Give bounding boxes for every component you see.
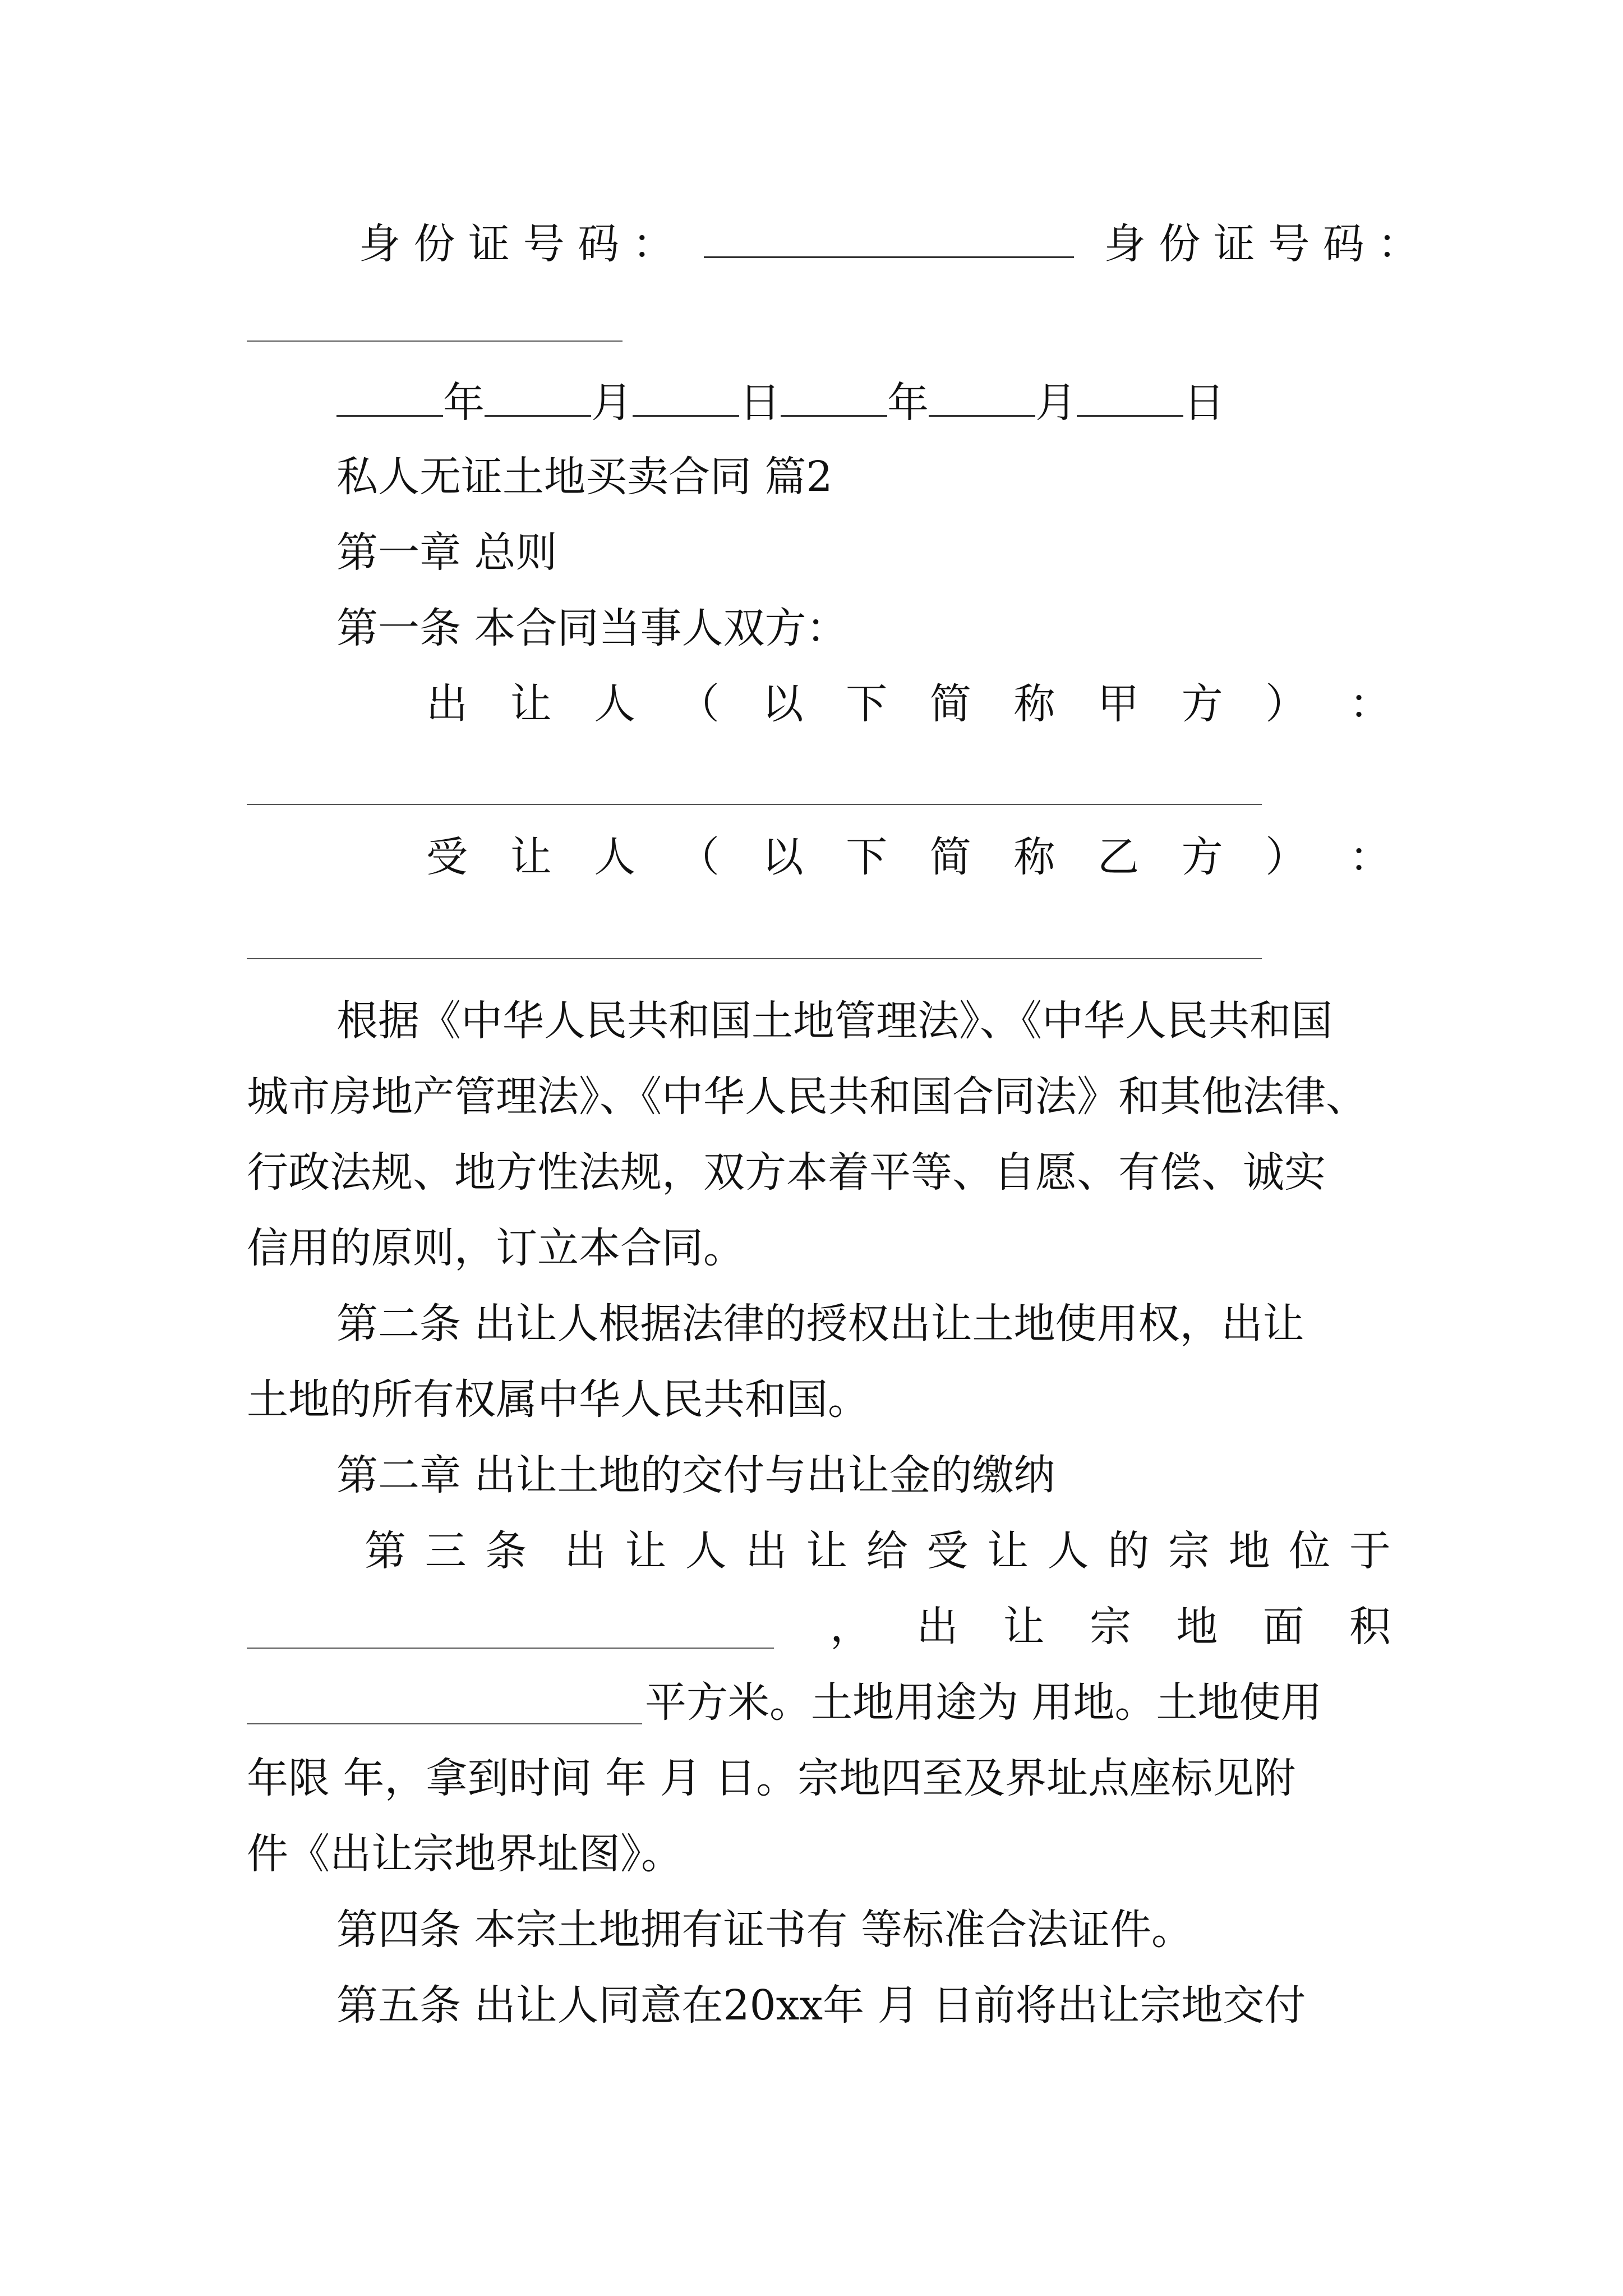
article-3-char: 三	[425, 1527, 467, 1575]
transferor-char: ）	[1265, 680, 1307, 728]
date-day-2: 日	[1183, 379, 1225, 427]
basis-paragraph-line: 城市房地产管理法》、《中华人民共和国合同法》和其他法律、	[247, 1073, 1367, 1121]
transferor-char: 让	[510, 680, 552, 728]
article-3-char: 地	[1176, 1603, 1218, 1651]
date-blank[interactable]	[336, 380, 443, 417]
date-blank[interactable]	[781, 380, 887, 417]
transferor-char: 简	[929, 680, 971, 728]
article-3-char: 让	[625, 1527, 667, 1575]
article-3-line-3: 平方米。土地用途为 用地。土地使用	[645, 1678, 1322, 1727]
article-1: 第一条 本合同当事人双方：	[336, 604, 848, 652]
date-day-1: 日	[739, 379, 781, 427]
id-label-left: 身 份 证 号 码 ：	[359, 220, 674, 268]
date-month-2: 月	[1035, 379, 1077, 427]
location-blank[interactable]	[247, 1648, 774, 1649]
transferee-char: 受	[426, 833, 468, 881]
id-number-line	[359, 216, 1419, 272]
chapter-1-heading: 第一章 总则	[336, 528, 557, 577]
transferee-char: 人	[594, 833, 636, 881]
transferor-char: 方	[1181, 680, 1223, 728]
area-blank[interactable]	[247, 1723, 642, 1724]
date-blank[interactable]	[1077, 380, 1183, 417]
transferor-char: 甲	[1098, 680, 1139, 728]
transferee-char: （	[677, 833, 720, 881]
article-3-char: 积	[1349, 1603, 1391, 1651]
transferor-char: 下	[846, 680, 888, 728]
article-3-char: 让	[1003, 1603, 1045, 1651]
date-month-1: 月	[591, 379, 633, 427]
transferee-char: 方	[1181, 833, 1223, 881]
basis-paragraph-line: 信用的原则，订立本合同。	[247, 1224, 745, 1272]
transferee-char: 下	[846, 833, 888, 881]
date-line	[336, 375, 1481, 431]
contract-title: 私人无证土地买卖合同 篇2	[336, 453, 833, 501]
date-year-1: 年	[443, 379, 485, 427]
date-blank[interactable]	[633, 380, 739, 417]
article-3-char: 出	[916, 1603, 958, 1651]
transferee-char: 以	[762, 833, 804, 881]
article-3-char: 人	[685, 1527, 727, 1575]
date-year-2: 年	[887, 379, 929, 427]
article-3-line-2	[830, 1599, 1391, 1655]
transferee-char: 乙	[1098, 833, 1139, 881]
article-5: 第五条 出让人同意在20xx年 月 日前将出让宗地交付	[336, 1981, 1306, 2030]
basis-paragraph-line: 根据《中华人民共和国土地管理法》、《中华人民共和国	[336, 997, 1332, 1045]
date-blank[interactable]	[485, 380, 591, 417]
id-blank-left[interactable]	[704, 222, 1074, 258]
article-3-char: 位	[1289, 1527, 1331, 1575]
transferor-char: （	[677, 680, 720, 728]
article-3-line-5: 件《出让宗地界址图》。	[247, 1830, 683, 1878]
article-3-char: 人	[1047, 1527, 1089, 1575]
article-2-line: 第二条 出让人根据法律的授权出让土地使用权，出让	[336, 1300, 1304, 1348]
transferor-char: 以	[762, 680, 804, 728]
article-3-line-1	[365, 1523, 1391, 1579]
transferee-char: 称	[1013, 833, 1055, 881]
article-3-char: 让	[806, 1527, 848, 1575]
transferor-char: 出	[426, 680, 468, 728]
transferor-line	[426, 676, 1391, 732]
article-3-char: 给	[866, 1527, 908, 1575]
article-3-char: 让	[987, 1527, 1029, 1575]
transferee-line	[426, 829, 1391, 885]
article-3-char: 于	[1349, 1527, 1391, 1575]
article-3-char: 出	[564, 1527, 606, 1575]
transferee-char: ：	[1349, 833, 1391, 881]
transferee-char: 让	[510, 833, 552, 881]
article-3-char: 地	[1228, 1527, 1270, 1575]
article-3-char: 宗	[1089, 1603, 1131, 1651]
article-3-char: 的	[1108, 1527, 1150, 1575]
transferee-blank[interactable]	[247, 958, 1262, 959]
id-label-right: 身 份 证 号 码 ：	[1104, 220, 1419, 268]
date-blank[interactable]	[929, 380, 1035, 417]
article-3-char: 出	[745, 1527, 787, 1575]
transferor-char: 人	[594, 680, 636, 728]
transferor-char: ：	[1349, 680, 1391, 728]
transferee-char: ）	[1265, 833, 1307, 881]
article-3-char: 第	[365, 1527, 406, 1575]
article-3-line-4: 年限 年，拿到时间 年 月 日。宗地四至及界址点座标见附	[247, 1754, 1296, 1802]
transferor-blank[interactable]	[247, 804, 1262, 805]
article-3-char: 宗	[1168, 1527, 1210, 1575]
transferor-char: 称	[1013, 680, 1055, 728]
article-3-char: 条	[485, 1527, 527, 1575]
transferee-char: 简	[929, 833, 971, 881]
article-3-char: ，	[830, 1603, 872, 1651]
id-blank-right[interactable]	[247, 341, 623, 342]
article-2-line: 土地的所有权属中华人民共和国。	[247, 1375, 869, 1424]
article-3-char: 面	[1262, 1603, 1304, 1651]
article-4: 第四条 本宗土地拥有证书有 等标准合法证件。	[336, 1906, 1193, 1954]
basis-paragraph-line: 行政法规、地方性法规，双方本着平等、自愿、有偿、诚实	[247, 1148, 1326, 1197]
chapter-2-heading: 第二章 出让土地的交付与出让金的缴纳	[336, 1451, 1055, 1499]
article-3-char: 受	[926, 1527, 969, 1575]
